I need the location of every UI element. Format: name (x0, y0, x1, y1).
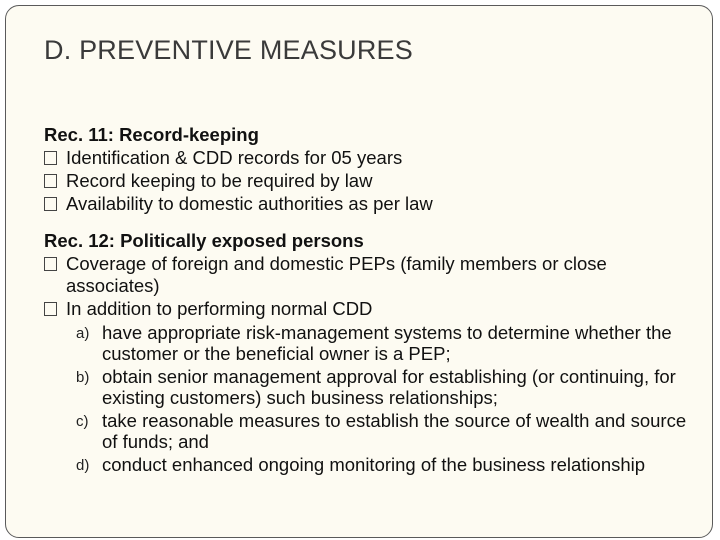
bullet-text: Coverage of foreign and domestic PEPs (family members or close associates) (66, 253, 607, 296)
bullet-box-icon (44, 302, 57, 316)
list-item (44, 366, 694, 408)
slide (5, 5, 713, 538)
slide-body (44, 124, 694, 475)
section-spacer (44, 215, 694, 230)
bullet-item (44, 193, 694, 215)
bullet-box-icon (44, 174, 57, 188)
bullet-box-icon (44, 257, 57, 271)
list-letter: d) (76, 457, 90, 474)
bullet-box-icon (44, 197, 57, 211)
pep-requirements-list (44, 322, 694, 475)
list-item (44, 322, 694, 364)
bullet-text: Availability to domestic authorities as per law (66, 193, 433, 214)
bullet-item (44, 170, 694, 192)
list-item-text: conduct enhanced ongoing monitoring of the business relationship (102, 454, 646, 475)
section-heading-rec-11: Rec. 11: Record-keeping (44, 124, 259, 145)
bullet-item (44, 253, 694, 297)
list-item-text: obtain senior management approval for establishing (or continuing, for existing customers) such business relationships; (102, 366, 676, 408)
bullet-text: In addition to performing normal CDD (66, 298, 373, 319)
list-item (44, 454, 694, 475)
list-letter: a) (76, 325, 90, 342)
list-item-text: take reasonable measures to establish the source of wealth and source of funds; and (102, 410, 687, 452)
section-heading-rec-12: Rec. 12: Politically exposed persons (44, 230, 364, 251)
bullet-item (44, 298, 694, 320)
list-item-text: have appropriate risk-management systems to determine whether the customer or the beneficial owner is a PEP; (102, 322, 672, 364)
list-letter: c) (76, 413, 89, 430)
bullet-item (44, 147, 694, 169)
bullet-text: Identification & CDD records for 05 years (66, 147, 403, 168)
bullet-text: Record keeping to be required by law (66, 170, 373, 191)
list-item (44, 410, 694, 452)
slide-title: D. PREVENTIVE MEASURES (44, 35, 413, 65)
list-letter: b) (76, 369, 90, 386)
bullet-box-icon (44, 151, 57, 165)
